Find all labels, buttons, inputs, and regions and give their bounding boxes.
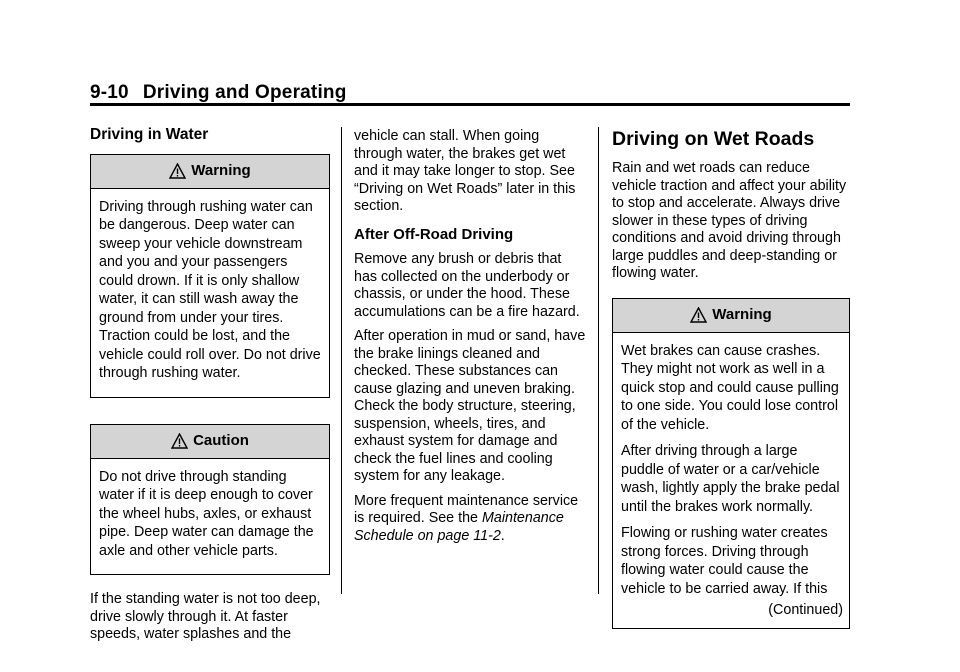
column-1: [90, 126, 330, 651]
header-rule: [90, 103, 850, 106]
wet-brakes-text-1: Wet brakes can cause crashes. They might not work as well in a quick stop and could cause pulling to one side. You could lose control of the vehicle.: [621, 342, 839, 433]
column-2: [354, 128, 586, 552]
maintenance-schedule-link[interactable]: Maintenance Schedule on page 11-2: [354, 510, 564, 544]
caution-body: [91, 459, 329, 575]
standing-water-paragraph: If the standing water is not too deep, drive slowly through it. At faster speeds, water splashes and the: [90, 591, 321, 642]
continued-label: (Continued): [768, 602, 843, 618]
page-header: [90, 82, 347, 104]
warning-box: [90, 154, 330, 398]
wet-brakes-warning-body: [613, 333, 849, 628]
warning-text: Driving through rushing water can be dangerous. Deep water can sweep your vehicle downstream and you and your passengers could drown. If it is only shallow water, it can still wash away the ground from under your tires. Traction could be lost, and the vehicle could roll over. Do not drive through rushing water.: [99, 198, 321, 381]
wet-brakes-text-3: Flowing or rushing water creates strong forces. Driving through flowing water could cause the vehicle to be carried away. If this: [621, 525, 828, 597]
debris-paragraph: Remove any brush or debris that has collected on the underbody or chassis, or under the hood. These accumulations can be a fire hazard.: [354, 251, 580, 320]
caution-box: [90, 424, 330, 576]
caution-header: [91, 425, 329, 459]
caution-triangle-icon: [171, 433, 188, 449]
column-rule-2: [598, 127, 599, 594]
maintenance-text: More frequent maintenance service is required. See the: [354, 492, 579, 526]
caution-text: Do not drive through standing water if it is deep enough to cover the wheel hubs, axles, or exhaust pipe. Deep water can damage the axle and other vehicle parts.: [99, 468, 314, 559]
driving-in-water-heading: Driving in Water: [90, 126, 209, 143]
maintenance-paragraph: [354, 493, 586, 546]
maintenance-period: .: [500, 527, 505, 544]
stall-paragraph: vehicle can stall. When going through water, the brakes get wet and it may take longer to stop. See “Driving on Wet Roads” later in this section.: [354, 128, 576, 214]
after-off-road-heading: After Off-Road Driving: [354, 225, 514, 243]
column-rule-1: [341, 127, 342, 594]
warning-triangle-icon: [169, 163, 186, 179]
warning-body: [91, 189, 329, 397]
wet-brakes-warning-header: [613, 299, 849, 333]
wet-brakes-warning-box: [612, 298, 850, 629]
mud-sand-paragraph: After operation in mud or sand, have the brake linings cleaned and checked. These substances can cause glazing and uneven braking. Check the body structure, steering, suspension, wheels, tires, and exhaust system for damage and check the fuel lines and cooling system for any leakage.: [354, 328, 586, 484]
wet-roads-paragraph: Rain and wet roads can reduce vehicle traction and affect your ability to stop and accelerate. Always drive slower in these types of driving conditions and avoid driving through large puddles and deep-standing or flowing water.: [612, 160, 847, 281]
caution-label: Caution: [193, 432, 249, 450]
wet-brakes-warning-label: Warning: [712, 306, 772, 324]
warning-label: Warning: [191, 162, 251, 180]
wet-roads-heading: Driving on Wet Roads: [612, 128, 815, 150]
warning-triangle-icon: [690, 307, 707, 323]
column-3: [612, 128, 850, 629]
wet-brakes-text-2: After driving through a large puddle of water or a car/vehicle wash, lightly apply the brake pedal until the brakes work normally.: [621, 443, 840, 515]
warning-header: [91, 155, 329, 189]
section-title: Driving and Operating: [142, 82, 347, 103]
page-number: 9-10: [90, 82, 129, 103]
